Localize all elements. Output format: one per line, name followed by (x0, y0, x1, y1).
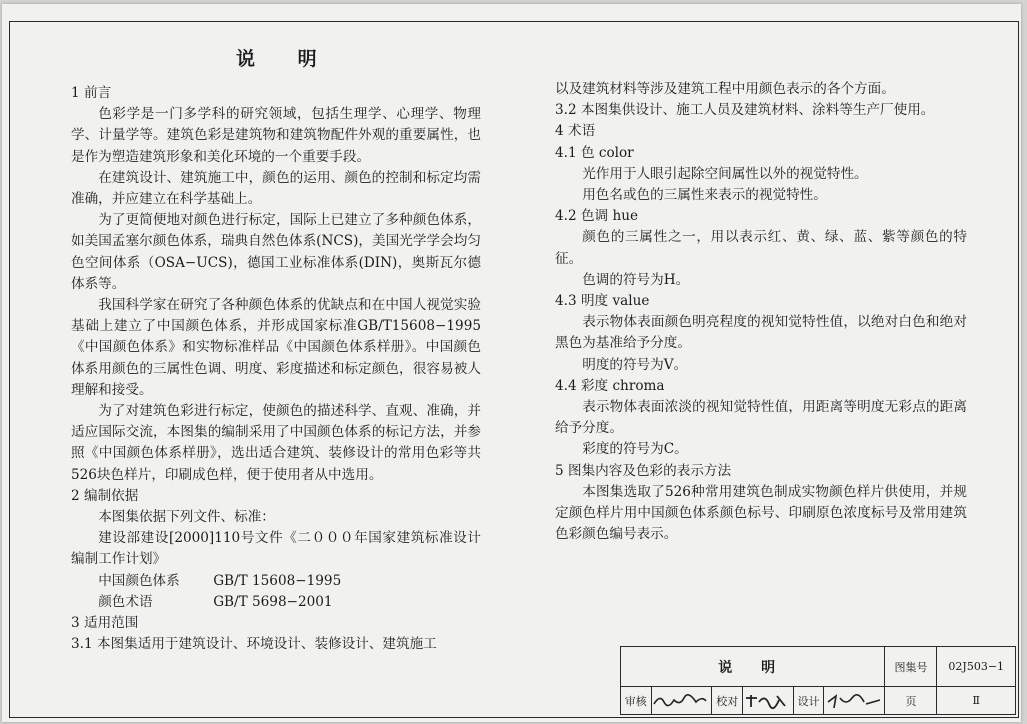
check-signature (743, 687, 794, 715)
left-column (71, 83, 481, 655)
standard-code: GB/T 5698−2001 (213, 593, 333, 610)
paragraph: 以及建筑材料等涉及建筑工程中用颜色表示的各个方面。 (555, 81, 895, 97)
page-label: 页 (885, 687, 937, 715)
signature-scribble-icon (652, 692, 708, 710)
paragraph: 光作用于人眼引起除空间属性以外的视觉特性。 (582, 165, 868, 182)
section-heading: 4.3 明度 value (555, 293, 650, 310)
standard-reference-row (71, 571, 481, 592)
page-no: Ⅱ (937, 687, 1016, 715)
standard-name: 颜色术语 (98, 593, 153, 610)
design-label: 设计 (793, 687, 824, 715)
atlas-no: 02J503−1 (937, 647, 1016, 687)
paragraph: 色调的符号为H。 (582, 271, 690, 288)
section-heading: 4.4 彩度 chroma (555, 377, 665, 394)
paragraph: 颜色的三属性之一，用以表示红、黄、绿、蓝、紫等颜色的特征。 (555, 229, 967, 267)
paragraph: 3.2 本图集供设计、施工人员及建筑材料、涂料等生产厂使用。 (555, 102, 935, 119)
paragraph: 用色名或色的三属性来表示的视觉特性。 (582, 187, 827, 204)
paragraph: 建设部建设[2000]110号文件《二０００年国家建筑标准设计编制工作计划》 (71, 530, 481, 568)
review-signature (651, 687, 712, 715)
right-column (555, 79, 967, 545)
paragraph: 3.1 本图集适用于建筑设计、环境设计、装修设计、建筑施工 (71, 636, 437, 653)
section-heading: 2 编制依据 (71, 487, 139, 504)
paragraph: 表示物体表面浓淡的视知觉特性值，用距离等明度无彩点的距离给予分度。 (555, 399, 967, 437)
standard-name: 中国颜色体系 (98, 572, 180, 589)
paragraph: 我国科学家在研究了各种颜色体系的优缺点和在中国人视觉实验基础上建立了中国颜色体系，并形成国家标准GB/T15608−1995《中国颜色体系》和实物标准样品《中国颜色体系样册》。中国颜色体系用颜色的三属性色调、明度、彩度描述和标定颜色，很容易被人理解和接受。 (71, 297, 481, 398)
paragraph: 明度的符号为V。 (582, 356, 688, 373)
section-heading: 4.2 色调 hue (555, 208, 639, 225)
paragraph: 本图集选取了526种常用建筑色制成实物颜色样片供使用，并规定颜色样片用中国颜色体系颜色标号、印刷原色浓度标号及常用建筑色彩颜色编号表示。 (555, 483, 967, 543)
signature-scribble-icon (824, 692, 884, 710)
paragraph: 表示物体表面颜色明亮程度的视知觉特性值，以绝对白色和绝对黑色为基准给予分度。 (555, 314, 967, 352)
paragraph: 为了更简便地对颜色进行标定，国际上已建立了多种颜色体系，如美国孟塞尔颜色体系，瑞典自然色体系(NCS)，美国光学学会均匀色空间体系（OSA−UCS)，德国工业标准体系(DIN)，奥斯瓦尔德体系等。 (71, 212, 481, 292)
signature-scribble-icon (743, 692, 789, 710)
paragraph: 在建筑设计、建筑施工中，颜色的运用、颜色的控制和标定均需准确，并应建立在科学基础上。 (71, 169, 481, 208)
paragraph: 为了对建筑色彩进行标定，使颜色的描述科学、直观、准确，并适应国际交流，本图集的编制采用了中国颜色体系的标记方法，并参照《中国颜色体系样册》，选出适合建筑、装修设计的常用色彩等共526块色样片，印刷成色样，便于使用者从中选用。 (71, 403, 481, 483)
page-title: 说 明 (236, 48, 335, 70)
paragraph: 本图集依据下列文件、标准： (98, 509, 275, 526)
title-block-sheet-title: 说 明 (621, 647, 885, 687)
section-heading: 4 术语 (555, 123, 596, 140)
review-label: 审核 (621, 687, 652, 715)
section-heading: 4.1 色 color (555, 144, 634, 161)
design-signature (824, 687, 885, 715)
section-heading: 1 前言 (71, 85, 112, 101)
title-block (620, 646, 1016, 715)
section-heading: 5 图集内容及色彩的表示方法 (555, 462, 732, 479)
atlas-no-label: 图集号 (885, 647, 937, 687)
check-label: 校对 (712, 687, 743, 715)
standard-reference-row (71, 592, 481, 613)
section-heading: 3 适用范围 (71, 615, 139, 632)
paragraph: 彩度的符号为C。 (582, 441, 688, 458)
paragraph: 色彩学是一门多学科的研究领域，包括生理学、心理学、物理学、计量学等。建筑色彩是建筑物和建筑物配件外观的重要属性，也是作为塑造建筑形象和美化环境的一个重要手段。 (71, 106, 481, 165)
standard-code: GB/T 15608−1995 (213, 572, 342, 589)
